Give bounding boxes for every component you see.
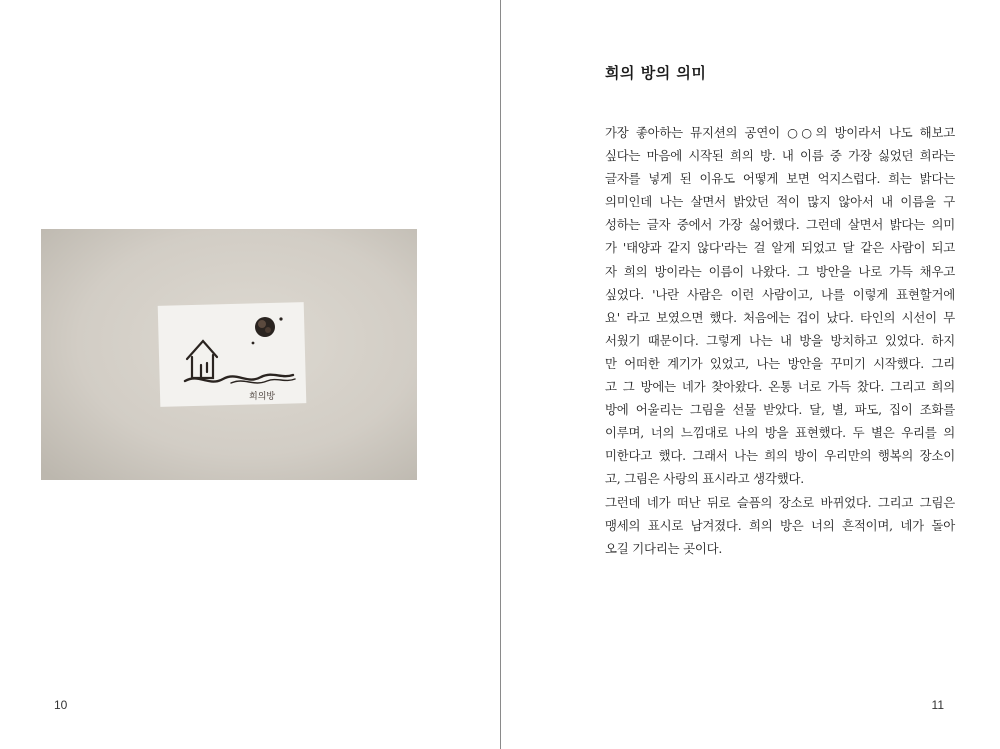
photo-moon-house-drawing (41, 229, 417, 480)
star-icon (279, 317, 282, 320)
body-line: 만 어떠한 계기가 있었고, 나는 방안을 꾸미기 시작했다. 그리 (605, 355, 955, 371)
body-line: 맹세의 표시로 남겨졌다. 희의 방은 너의 흔적이며, 네가 돌아 (605, 517, 955, 533)
photo-paper-sheet (158, 302, 307, 407)
chapter-title: 희의 방의 의미 (605, 64, 707, 82)
page-number-left: 10 (54, 698, 68, 712)
body-text (605, 121, 955, 560)
photo-sign-text: 희의방 (249, 392, 276, 402)
moon-icon (255, 317, 275, 337)
body-line: 서웠기 때문이다. 그렇게 나는 내 방을 방치하고 있었다. 하지 (605, 332, 955, 348)
body-line: 방에 어울리는 그림을 선물 받았다. 달, 별, 파도, 집이 조화를 (605, 402, 955, 418)
star-icon (252, 342, 255, 345)
body-line: 싶다는 마음에 시작된 희의 방. 내 이름 중 가장 싫었던 희라는 (605, 148, 955, 164)
body-line: 오길 기다리는 곳이다. (605, 540, 723, 556)
body-line: 그런데 네가 떠난 뒤로 슬픔의 장소로 바뀌었다. 그리고 그림은 (605, 494, 955, 510)
right-page (501, 0, 1000, 749)
body-line: 자 희의 방이라는 이름이 나왔다. 그 방안을 나로 가득 채우고 (605, 263, 955, 279)
body-line: 성하는 글자 중에서 가장 싫어했다. 그런데 살면서 밝다는 의미 (605, 217, 955, 233)
body-line: 가장 좋아하는 뮤지션의 공연이 ○○의 방이라서 나도 해보고 (605, 125, 955, 140)
body-line: 가 '태양과 같지 않다'라는 걸 알게 되었고 달 같은 사람이 되고 (605, 240, 955, 256)
body-line: 싶었다. '나란 사람은 이런 사람이고, 나를 이렇게 표현할거에 (605, 286, 955, 302)
body-line: 이루며, 너의 느낌대로 나의 방을 표현했다. 두 별은 우리를 의 (605, 425, 955, 441)
body-line: 고 그 방에는 네가 찾아왔다. 온통 너로 가득 찼다. 그리고 희의 (605, 379, 955, 395)
body-line: 미한다고 했다. 그래서 나는 희의 방이 우리만의 행복의 장소이 (605, 448, 955, 464)
body-line: 요' 라고 보였으면 했다. 처음에는 겁이 났다. 타인의 시선이 무 (605, 309, 955, 325)
body-line: 글자를 넣게 된 이유도 어떻게 보면 억지스럽다. 희는 밝다는 (605, 171, 955, 187)
page-number-right: 11 (931, 698, 944, 712)
body-line: 고, 그림은 사랑의 표시라고 생각했다. (605, 471, 804, 487)
body-line: 의미인데 나는 살면서 밝았던 적이 많지 않아서 내 이름을 구 (605, 194, 955, 210)
